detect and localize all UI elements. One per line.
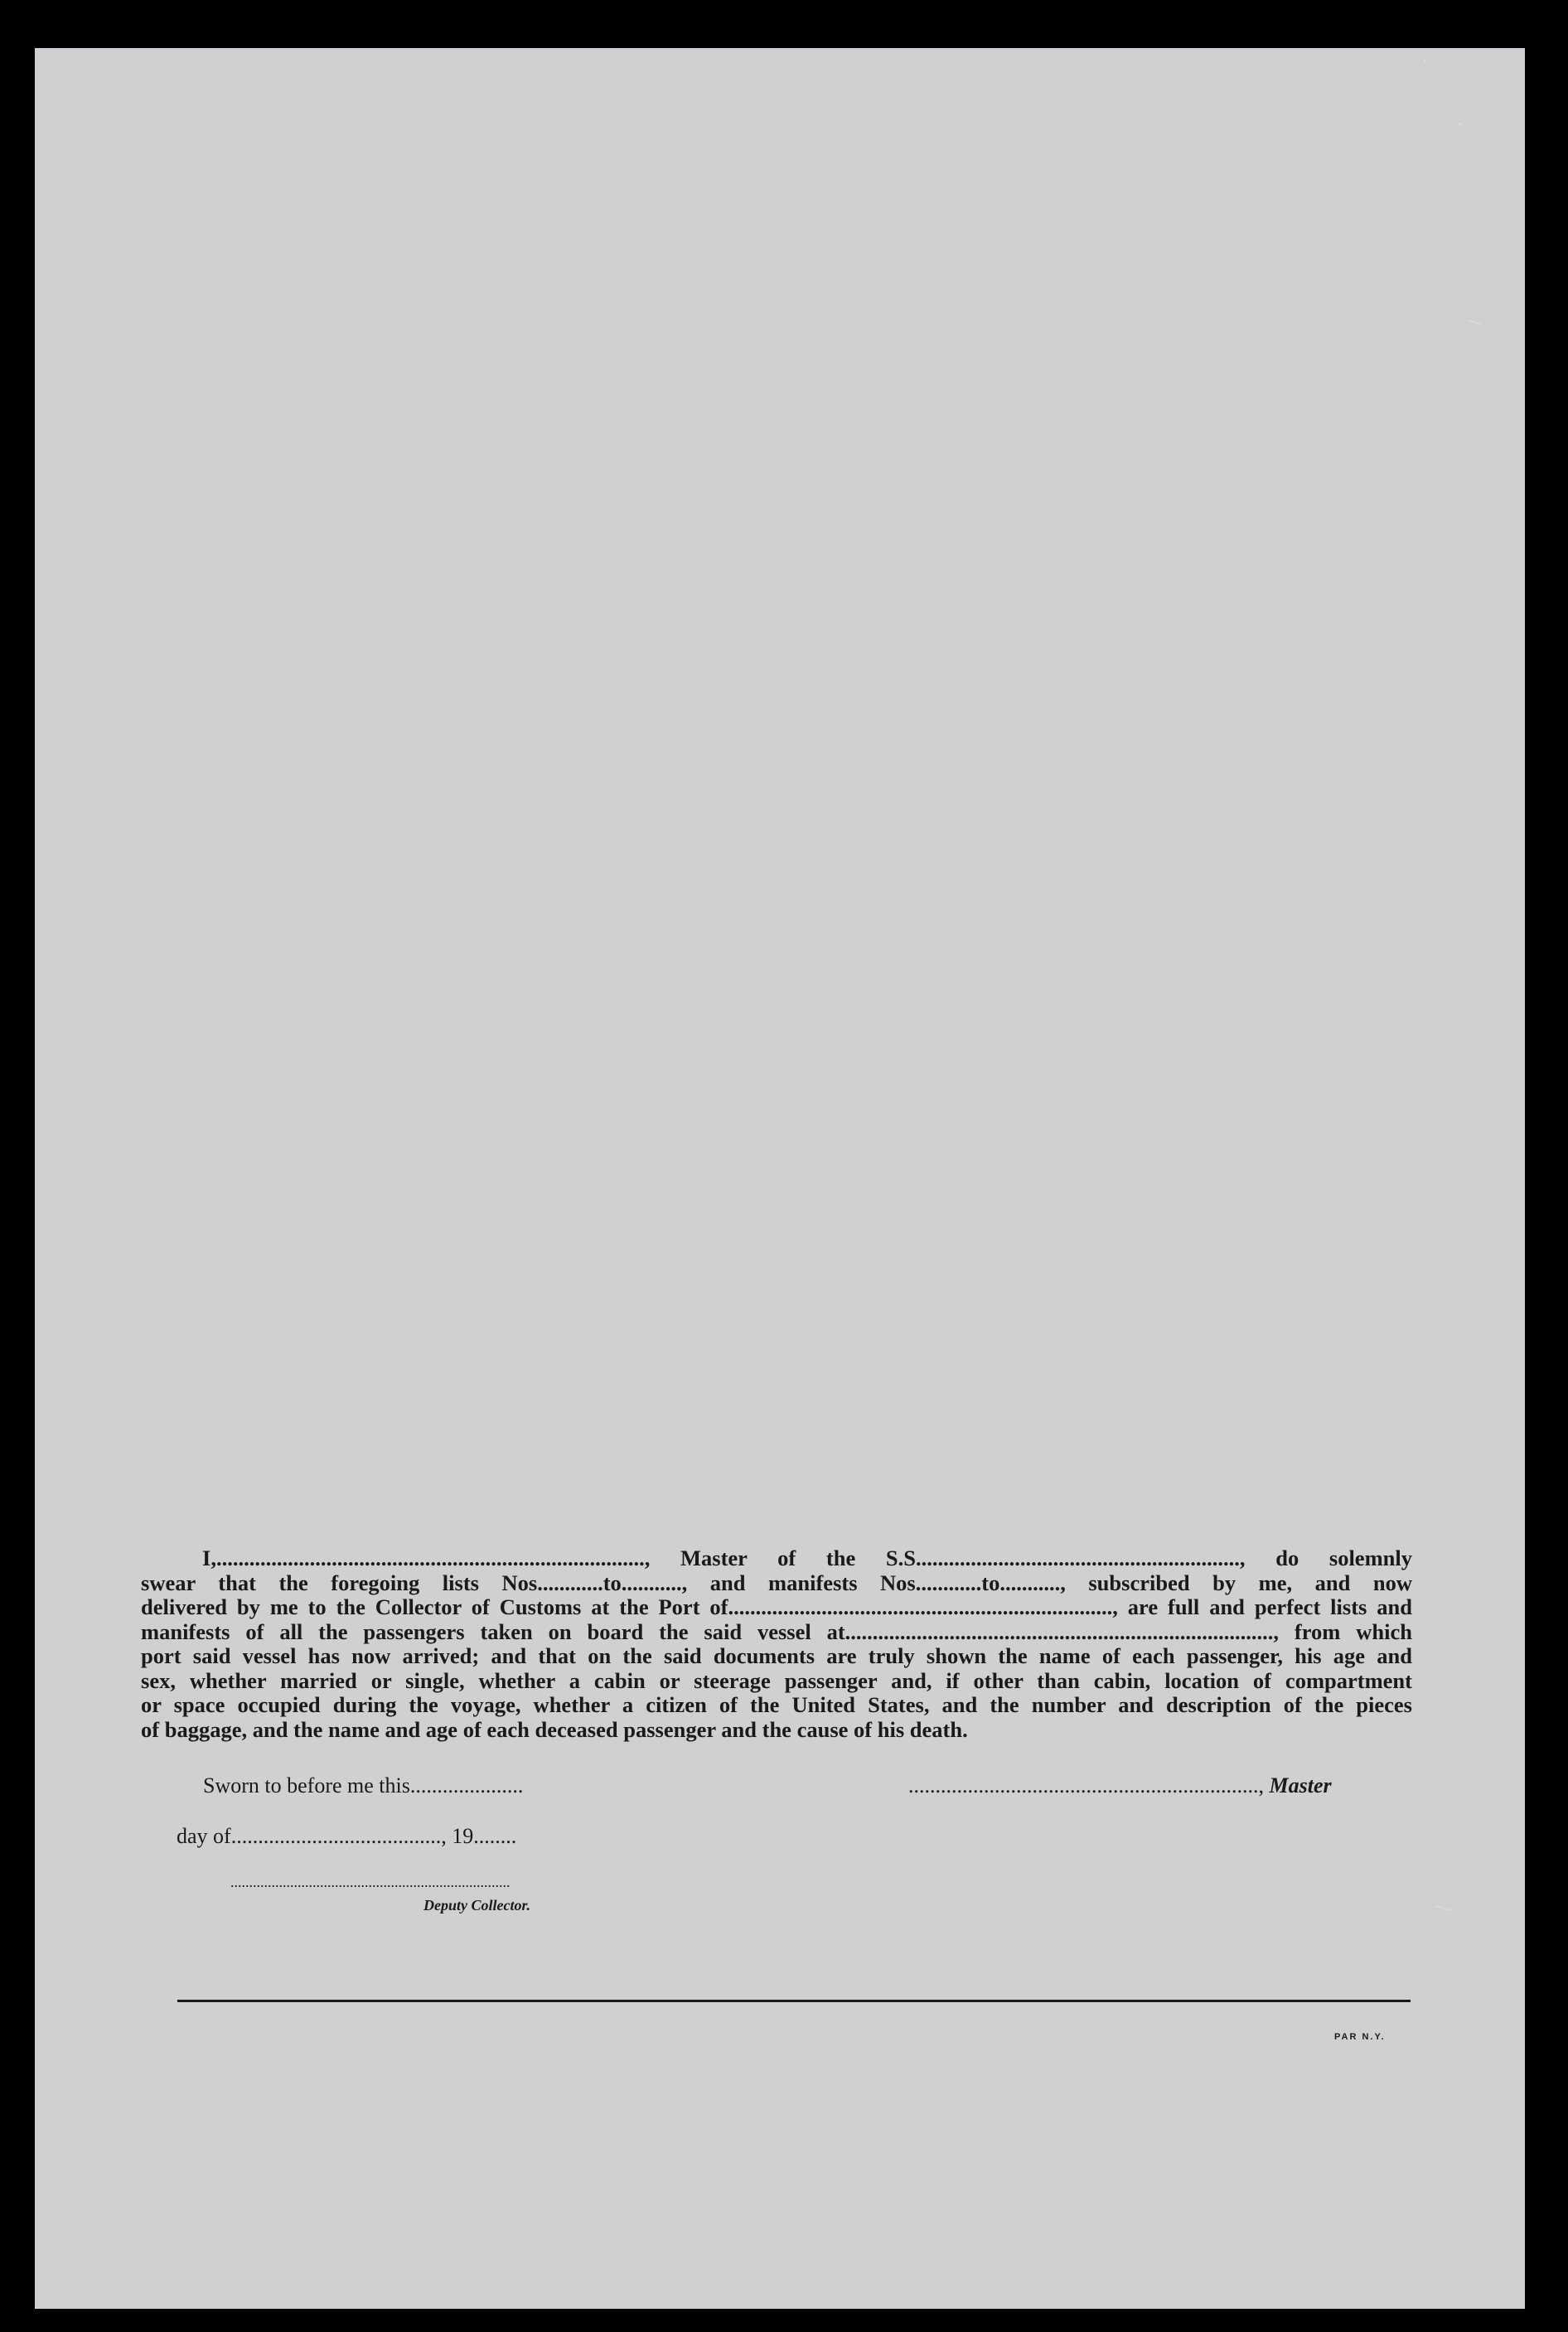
oath-line: swear that the foregoing lists Nos............to..........., and manifests Nos............to..........., subscribed by me, and now: [141, 1570, 1412, 1595]
master-signature-line: ................................................................., Master: [908, 1773, 1332, 1797]
oath-paragraph: [141, 1546, 1412, 1742]
oath-line: manifests of all the passengers taken on board the said vessel at.............................................................................., from which: [141, 1618, 1412, 1644]
bottom-rule: [177, 2000, 1411, 2002]
oath-line: sex, whether married or single, whether a cabin or steerage passenger and, if other than cabin, location of compartment: [141, 1667, 1412, 1693]
deputy-collector-label: Deputy Collector.: [423, 1897, 530, 1913]
oath-line: port said vessel has now arrived; and that on the said documents are truly shown the name of each passenger, his age and: [141, 1643, 1412, 1668]
deputy-signature-dots: ...........................................................................: [230, 1874, 511, 1890]
oath-line: or space occupied during the voyage, whether a citizen of the United States, and the number and description of the pieces: [141, 1692, 1412, 1717]
form-sheet: [35, 48, 1525, 2309]
master-label: Master: [1269, 1773, 1332, 1797]
oath-line: I,.............................................................................., Master of the S.S..........................................................., do solemnly: [202, 1546, 1412, 1570]
scan-speck: [1424, 60, 1426, 62]
master-signature-dots: .................................................................: [908, 1773, 1259, 1797]
date-line: day of......................................., 19........: [177, 1824, 517, 1848]
printer-mark: PAR N.Y.: [1334, 2032, 1386, 2042]
oath-line: of baggage, and the name and age of each deceased passenger and the cause of his death.: [141, 1716, 968, 1742]
scan-speck: [1459, 123, 1461, 125]
sworn-before-line: Sworn to before me this.....................: [203, 1773, 524, 1797]
oath-line: delivered by me to the Collector of Customs at the Port of......................................................................, are full and perfect lists and: [141, 1594, 1412, 1619]
